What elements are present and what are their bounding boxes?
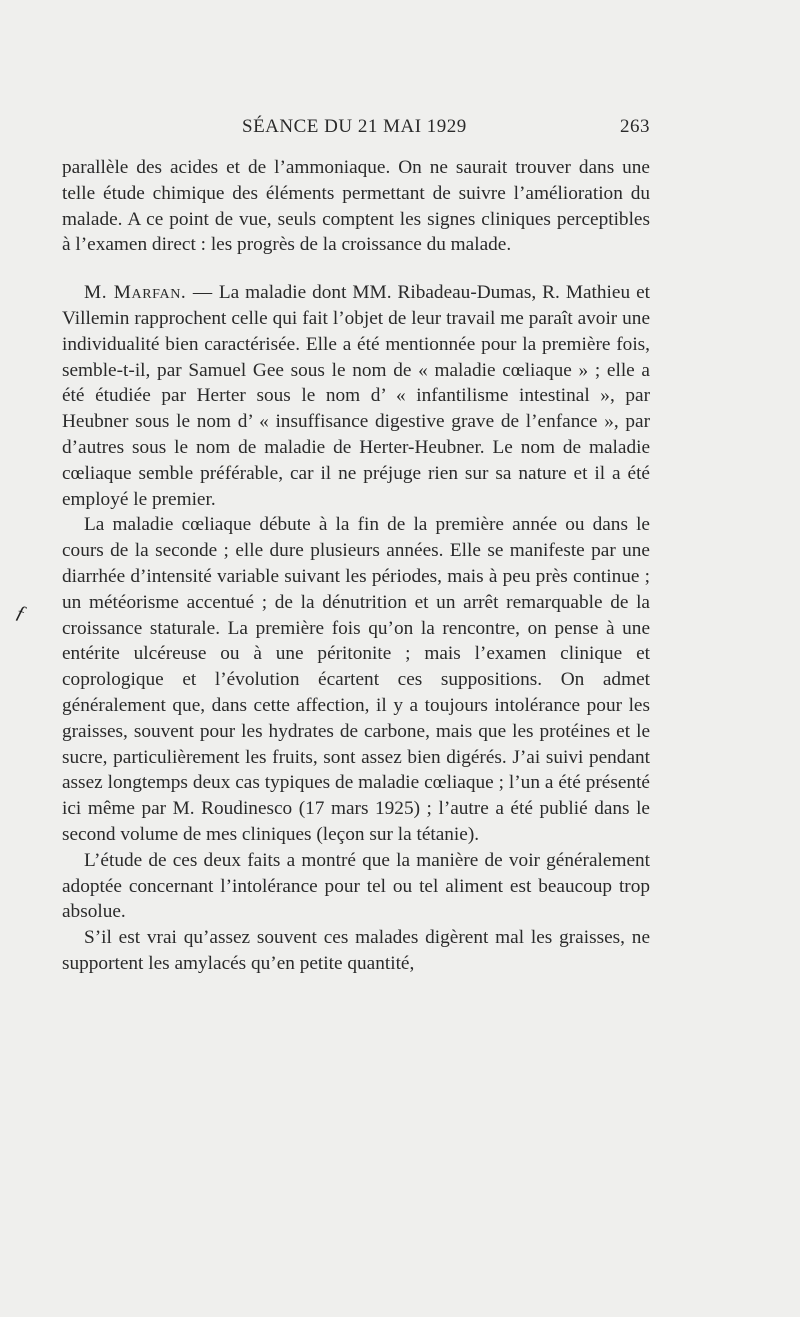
paragraph-study: L’étude de ces deux faits a montré que la manière de voir généralement adoptée concernant l’intolérance pour tel ou tel aliment est beaucoup trop absolue. xyxy=(62,849,650,923)
body-text xyxy=(62,155,650,977)
margin-pencil-mark: ƒ xyxy=(13,601,30,626)
running-head-title: SÉANCE DU 21 MAI 1929 xyxy=(242,116,467,137)
paragraph-final: S’il est vrai qu’assez souvent ces malades digèrent mal les graisses, ne supportent les amylacés qu’en petite quantité, xyxy=(62,927,650,974)
running-head xyxy=(62,116,650,146)
page-number: 263 xyxy=(620,116,650,137)
paragraph-continuation: parallèle des acides et de l’ammoniaque. On ne saurait trouver dans une telle étude chimique des éléments permettant de suivre l’amélioration du malade. A ce point de vue, seuls comptent les signes cliniques perceptibles à l’examen direct : les progrès de la croissance du malade. xyxy=(62,157,650,256)
paragraph-marfan-text: La maladie dont MM. Ribadeau-Dumas, R. Mathieu et Villemin rapprochent celle qui fait l’objet de leur travail me paraît avoir une individualité bien caractérisée. Elle a été mentionnée pour la première fois, semble-t-il, par Samuel Gee sous le nom de « maladie cœliaque » ; elle a été étudiée par Herter sous le nom d’ « infantilisme intestinal », par Heubner sous le nom d’ « insuffisance digestive grave de l’enfance », par d’autres sous le nom de maladie de Herter-Heubner. Le nom de maladie cœliaque semble préférable, car il ne préjuge rien sur sa nature et il a été employé le premier. xyxy=(62,282,651,510)
paragraph-description: La maladie cœliaque débute à la fin de la première année ou dans le cours de la seconde ; elle dure plusieurs années. Elle se manifeste par une diarrhée d’intensité variable suivant les périodes, mais à peu près continue ; un météorisme accentué ; de la dénutrition et un arrêt remarquable de la croissance staturale. La première fois qu’on la rencontre, on pense à une entérite ulcéreuse ou à une péritonite ; mais l’examen clinique et coprologique et l’évolution écartent ces suppositions. On admet généralement que, dans cette affection, il y a toujours intolérance pour les graisses, souvent pour les hydrates de carbone, mais que les protéines et le sucre, particulièrement les fruits, sont assez bien digérés. J’ai suivi pendant assez longtemps deux cas typiques de maladie cœliaque ; l’un a été présenté ici même par M. Roudinesco (17 mars 1925) ; l’autre a été publié dans le second volume de mes cliniques (leçon sur la tétanie). xyxy=(62,514,650,845)
paragraph-marfan-intro xyxy=(62,280,650,512)
speaker-name: M. Marfan. — xyxy=(84,282,213,304)
